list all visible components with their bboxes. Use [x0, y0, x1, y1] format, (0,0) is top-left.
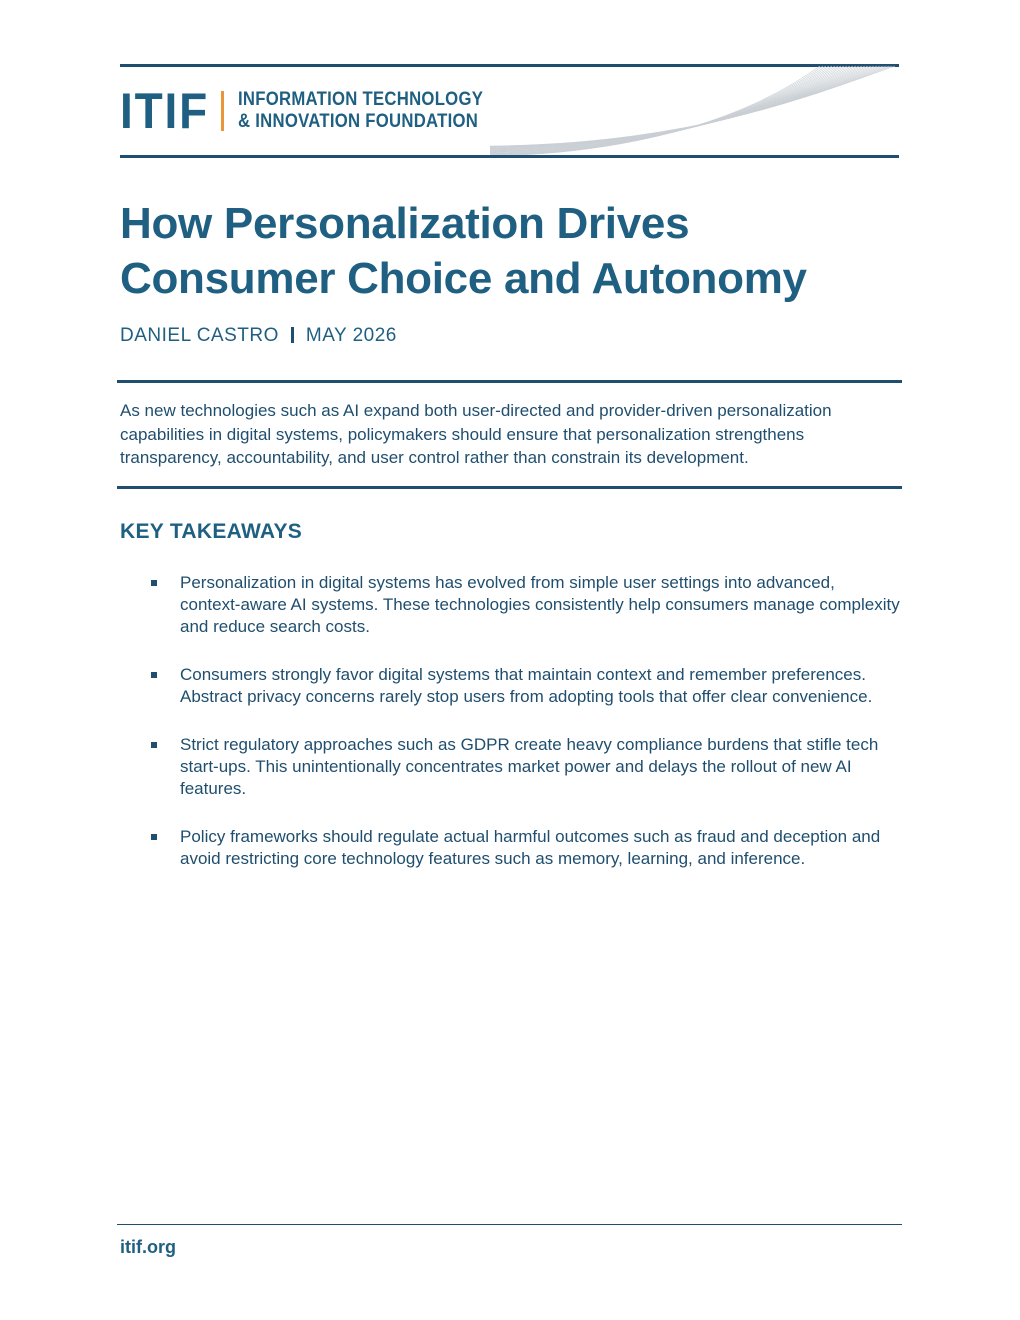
takeaway-text: Personalization in digital systems has evolved from simple user settings into advanced, context-aware AI systems. These technologies consistently help consumers manage complexity and reduce search costs. [180, 573, 900, 636]
summary-bottom-rule [117, 486, 902, 489]
takeaway-item [150, 826, 900, 870]
footer-rule [117, 1224, 902, 1225]
square-bullet-icon [151, 834, 157, 840]
wave-line [490, 66, 853, 152]
summary-text: As new technologies such as AI expand both user-directed and provider-driven personalization capabilities in digital systems, policymakers should ensure that personalization strengthens transparency, accountability, and user control rather than constrain its development. [120, 401, 832, 467]
wave-line [490, 66, 835, 154]
wave-line [490, 66, 883, 148]
wave-line [490, 66, 832, 154]
takeaway-text: Policy frameworks should regulate actual harmful outcomes such as fraud and deception and avoid restricting core technology features such as memory, learning, and inference. [180, 827, 881, 868]
takeaway-text: Consumers strongly favor digital systems that maintain context and remember preferences. Abstract privacy concerns rarely stop users from adopting tools that offer clear convenience. [180, 665, 873, 706]
byline-separator [291, 327, 294, 343]
itif-logo[interactable] [120, 83, 516, 139]
logo-divider [221, 91, 224, 131]
takeaway-text: Strict regulatory approaches such as GDPR create heavy compliance burdens that stifle tech start-ups. This unintentionally concentrates market power and delays the rollout of new AI features. [180, 735, 879, 798]
wave-line [490, 66, 829, 155]
square-bullet-icon [151, 742, 157, 748]
wave-line [490, 66, 844, 153]
header-bottom-rule [120, 155, 899, 158]
header-wave-decoration [490, 64, 900, 156]
logo-mark: ITIF [120, 83, 210, 139]
key-takeaways-list [150, 572, 900, 896]
author-name: DANIEL CASTRO [120, 325, 279, 346]
wave-line [490, 66, 877, 148]
takeaway-item [150, 572, 900, 638]
org-name [238, 89, 517, 133]
wave-line [490, 66, 841, 153]
wave-line [490, 66, 892, 146]
byline [120, 325, 397, 347]
org-name-line2: & INNOVATION FOUNDATION [237, 111, 479, 132]
wave-line [490, 66, 826, 155]
wave-line [490, 66, 838, 154]
page-title: How Personalization Drives Consumer Choice and Autonomy [120, 199, 807, 303]
wave-line [490, 66, 874, 149]
key-takeaways-heading: KEY TAKEAWAYS [120, 520, 303, 543]
wave-line [490, 66, 889, 147]
org-name-line1: INFORMATION TECHNOLOGY [237, 89, 484, 110]
takeaway-item [150, 664, 900, 708]
wave-line [490, 66, 847, 152]
square-bullet-icon [151, 672, 157, 678]
summary-top-rule [117, 380, 902, 383]
wave-line [490, 66, 850, 152]
publish-date: MAY 2026 [305, 325, 397, 346]
wave-line [490, 66, 886, 147]
square-bullet-icon [151, 580, 157, 586]
wave-line [490, 66, 823, 156]
wave-line [490, 66, 820, 156]
wave-line [490, 66, 880, 148]
wave-line [490, 66, 895, 146]
footer-site-link[interactable]: itif.org [120, 1237, 176, 1257]
takeaway-item [150, 734, 900, 800]
